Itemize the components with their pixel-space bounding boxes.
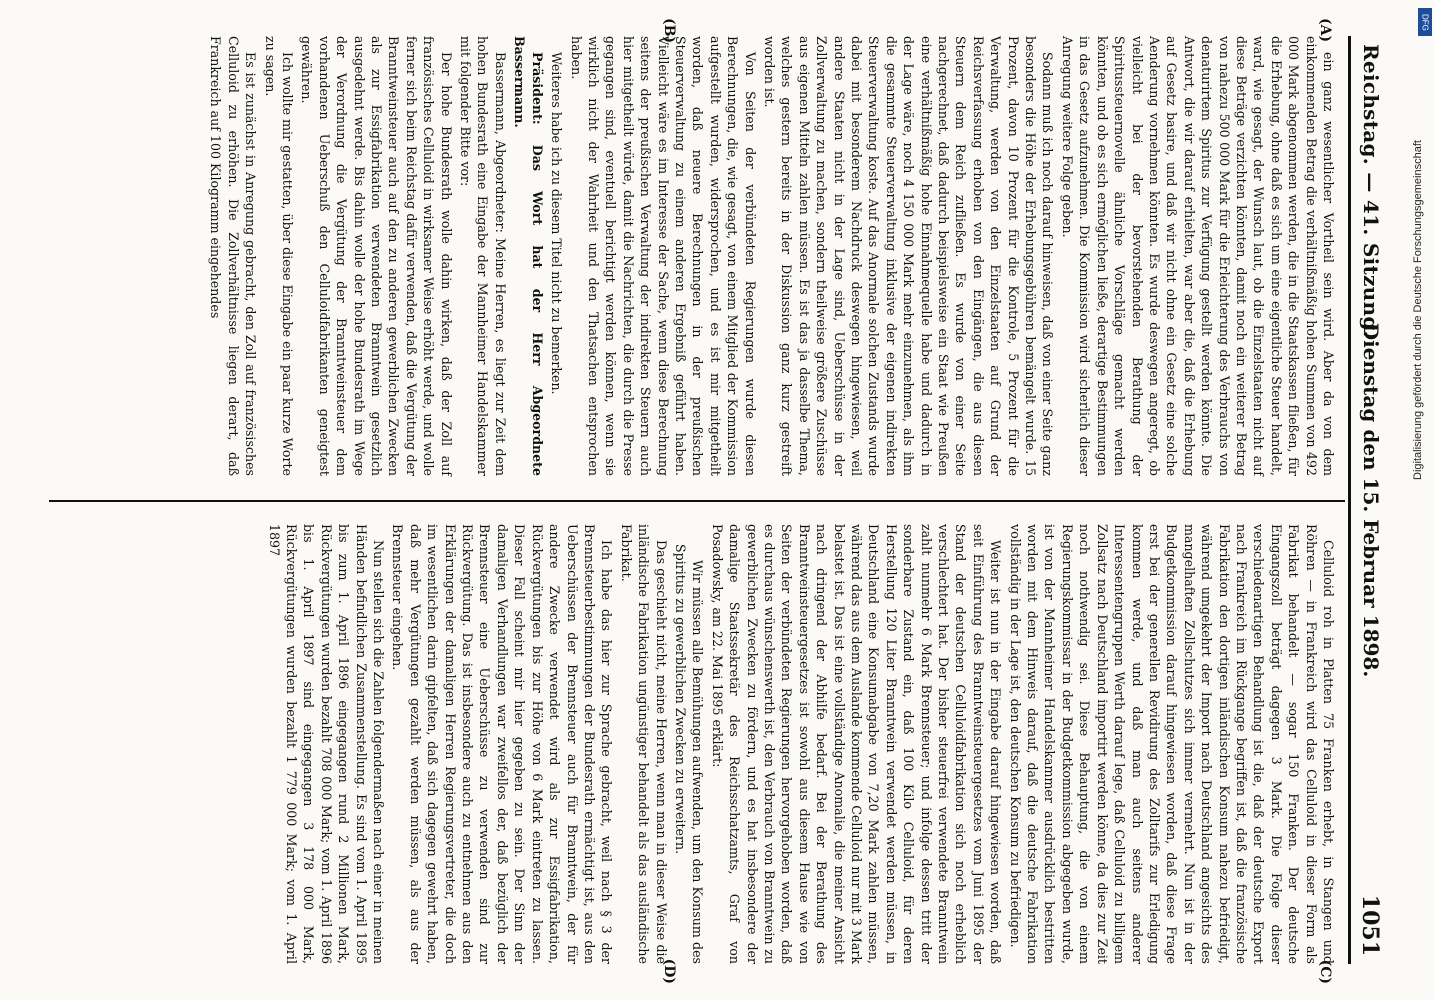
marker-a: (A) xyxy=(1317,18,1333,43)
left-paragraph: Weiteres habe ich zu diesem Titel nicht zu bemerken. xyxy=(549,52,565,395)
page-number: 1051 xyxy=(1357,894,1383,956)
digitization-note: Digitalisierung gefördert durch die Deutsche Forschungsgemeinschaft xyxy=(1412,140,1424,480)
left-paragraph: Ich wollte mir gestatten, über diese Eingabe ein paar kurze Worte zu sagen. xyxy=(262,36,296,476)
page-header xyxy=(1349,20,1389,980)
header-rule xyxy=(1348,36,1351,964)
left-paragraph: Bassermann, Abgeordneter: Meine Herren, es liegt zur Zeit dem hohen Bundesrath eine Eingabe der Mannheimer Handelskammer mit folgender Bitte vor: xyxy=(458,36,508,476)
right-paragraph-quote: Wir müssen alle Bemühungen aufwenden, um den Konsum des Spiritus zu gewerblichen Zwecken zu erweitern. xyxy=(672,544,706,964)
right-paragraph: Celluloid roh in Platten 75 Franken erhebt, in Stangen und Röhren — in Frankreich wird das Celluloid in dieser Form als Fabrikat behandelt — sogar 150 Franken. Der deutsche Eingangszoll beträgt dagegen 3 Mark. Die Folge dieser verschiedenartigen Behandlung ist die, daß der deutsche Export nach Frankreich im Rückgange begriffen ist, daß die französische Fabrikation den dortigen inländischen Konsum nahezu befriedigt, während umgekehrt der Import nach Deutschland angesichts des mangelhaften Zollschutzes sich immer vermehrt. Nun ist in der Budgetkommission darauf hingewiesen worden, daß diese Frage erst bei der generellen Revidirung des Zolltarifs zur Erledigung kommen werde, und daß man auch seitens anderer Interessentengruppen Werth darauf lege, daß Celluloid zu billigem Zollsatz nach Deutschland importirt werden könne, da dies zur Zeit noch nothwendig sei. Diese Behauptung, die von einem Regierungskommissar in der Budgetkommission abgegeben wurde, ist von der Mannheimer Handelskammer ausdrücklich bestritten worden mit dem Hinweis darauf, daß die deutsche Fabrikation vollständig in der Lage ist, den deutschen Konsum zu befriedigen. xyxy=(1007,524,1336,964)
left-paragraph: Von Seiten der verbündeten Regierungen wurde diesen Berechnungen, die, wie gesagt, von einem Mitglied der Kommission aufgestellt wurden, widersprochen, und es ist mir mitgetheilt worden, daß neuere Berechnungen in der preußischen Steuerverwaltung zu einem anderen Ergebniß geführt haben. Vielleicht wäre es im Interesse der Sache, wenn diese Berechnung seitens der preußischen Verwaltung der indirekten Steuern auch hier mitgetheilt würde, damit die Nachrichten, die durch die Presse gegangen sind, eventuell berichtigt werden können, wenn sie wirklich nicht der Wahrheit und den Thatsachen entsprochen haben. xyxy=(568,36,758,476)
right-paragraph: Das geschieht nicht, meine Herren, wenn man in dieser Weise die inländische Fabrikation ungünstiger behandelt als das ausländische Fabrikat. xyxy=(618,524,669,964)
rotated-document-page xyxy=(37,18,1397,984)
column-divider xyxy=(49,500,1345,502)
left-paragraph: ein ganz wesentlicher Vortheil sein wird. Aber da von dem einkommenden Betrag die verhältnißmäßig hohen Summen von 492 000 Mark abgenommen werden, die in die Staatskassen fließen, für die Erhebung, ohne daß es sich um eine eigentliche Steuer handelt, ward, wie gesagt, der Wunsch laut, ob die Einzelstaaten nicht auf diese Beträge verzichten könnten, damit noch ein weiterer Betrag von nahezu 500 000 Mark für die Erleichterung des Verbrauchs von denaturirtem Spiritus zur Verfügung gestellt werden könnte. Die Antwort, die wir darauf erhielten, war aber die, daß die Erhebung auf Gesetz basire, und daß wir nicht ohne ein Gesetz eine solche Aenderung vornehmen könnten. Es wurde deswegen angeregt, ob vielleicht bei der bevorstehenden Berathung der Spiritussteuernovelle ähnliche Vorschläge gemacht werden könnten, und ob es sich ermöglichen ließe, derartige Bestimmungen in das Gesetz aufzunehmen. Die Kommission wird sicherlich dieser Anregung weitere Folge geben. xyxy=(1059,36,1336,476)
marker-c: (C) xyxy=(1317,959,1333,984)
right-column xyxy=(53,524,1337,964)
left-paragraph: Der hohe Bundesrath wolle dahin wirken, daß der Zoll auf französisches Celluloid in wirksamer Weise erhöht werde, und wolle ferner sich beim Reichstag dafür verwenden, daß die Vergütung der Branntweinsteuer auch auf den zu anderen gewerblichen Zwecken als zur Essigfabrikation verwendeten Branntwein gesetzlich ausgedehnt werde. Bis dahin wolle der hohe Bundesrath im Wege der Verordnung die Vergütung der Branntweinsteuer dem vorhandenen Ueberschuß den Celluloidfabrikanten geneigtest gewähren. xyxy=(299,36,454,476)
left-paragraph: Sodann muß ich noch darauf hinweisen, daß von einer Seite ganz besonders die Höhe der Erhebungsgebühren bemängelt wurde. 15 Prozent, davon 10 Prozent für die Kontrole, 5 Prozent für die Verwaltung, werden von den Einzelstaaten auf Grund der Reichsverfassung erhoben von den Eingängen, die aus diesen Steuern dem Reich zufließen. Es wurde von einer Seite nachgerechnet, daß dadurch beispielsweise ein Staat wie Preußen eine verhältnißmäßig hohe Einnahmequelle habe und dadurch in der Lage wäre, noch 4 150 000 Mark mehr einzunehmen, als ihm die gesammte Steuerverwaltung inklusive der eigenen indirekten Steuerverwaltung koste. Auf das Anormale solchen Zustands wurde dabei mit besonderem Nachdruck deswegen hingewiesen, weil andere Staaten nicht in der Lage sind, Ueberschüsse in der Zollverwaltung zu machen, sondern theilweise größere Zuschüsse aus eigenen Mitteln zahlen müssen. Es ist das ja dasselbe Thema, welches gestern bereits in der Diskussion ganz kurz gestreift worden ist. xyxy=(762,36,1056,476)
right-paragraph: Ich habe das hier zur Sprache gebracht, weil nach § 3 der Brennsteuerbestimmungen der Bundesrath ermächtigt ist, aus den Ueberschüssen der Brennsteuer auch für Branntwein, der für andere Zwecke verwendet wird als zur Essigfabrikation, Rückvergütungen bis zur Höhe von 6 Mark eintreten zu lassen. Dieser Fall scheint mir hier gegeben zu sein. Der Sinn der damaligen Verhandlungen war zweifellos der, daß bezüglich der Brennsteuer eine Ueberschüsse zu verwenden sind zur Rückvergütung. Das ist insbesondere auch zu entnehmen aus den Erklärungen der damaligen Herren Regierungsvertreter, die doch im wesentlichen darin gipfelten, daß sich dagegen gewehrt haben, daß mehr Vergütungen gezahlt werden müssen, als aus der Brennsteuer eingehen. xyxy=(390,524,615,964)
right-paragraph: Weiter ist nun in der Eingabe darauf hingewiesen worden, daß seit Einführung des Branntweinsteuergesetzes vom Juni 1895 der Stand der deutschen Celluloidfabrikation sich noch erheblich verschlechtert hat. Der bisher steuerfrei verwendete Branntwein zahlt nunmehr 6 Mark Brennsteuer; und infolge dessen tritt der sonderbare Zustand ein, daß 100 Kilo Celluloid, für deren Herstellung 120 Liter Branntwein verwendet werden müssen, in Deutschland eine Konsumabgabe von 7,20 Mark zahlen müssen, während das aus dem Auslande kommende Celluloid nur mit 3 Mark belastet ist. Das ist eine vollständige Anomalie, die meiner Ansicht nach dringend der Abhilfe bedarf. Bei der Berathung des Branntweinsteuergesetzes ist sowohl aus diesem Hause wie von Seiten der verbündeten Regierungen hervorgehoben worden, daß es durchaus wünschenswerth ist, den Verbrauch von Branntwein zu gewerblichen Zwecken zu fördern, und es hat insbesondere der damalige Staatssekretär des Reichsschatzamts, Graf von Posadowsky, am 22. Mai 1895 erklärt: xyxy=(709,524,1004,964)
right-paragraph: Nun stellen sich die Zahlen folgendermaßen nach einer in meinen Händen befindlichen Zusammenstellung. Es sind vom 1. April 1895 bis zum 1. April 1896 eingegangen rund 2 Millionen Mark, Rückvergütungen wurden bezahlt 708 000 Mark; vom 1. April 1896 bis 1. April 1897 sind eingegangen 3 178 000 Mark, Rückvergütungen wurden bezahlt 1 779 000 Mark; vom 1. April 1897 xyxy=(266,524,387,964)
left-paragraph: Es ist zunächst in Anregung gebracht, den Zoll auf französisches Celluloid zu erhöhen. Die Zollverhältnisse liegen derart, daß Frankreich auf 100 Kilogramm eingehendes xyxy=(208,36,259,476)
header-left: Reichstag. — 41. Sitzung. xyxy=(1359,44,1383,338)
marker-d: (D) xyxy=(661,958,677,984)
marker-b: (B) xyxy=(661,18,677,44)
left-column xyxy=(53,36,1337,476)
header-date: Dienstag den 15. Februar 1898. xyxy=(1359,322,1383,678)
dfg-logo: DFG xyxy=(1418,8,1432,36)
left-paragraph-speaker: Präsident: Das Wort hat der Herr Abgeordnete Bassermann. xyxy=(512,36,545,476)
